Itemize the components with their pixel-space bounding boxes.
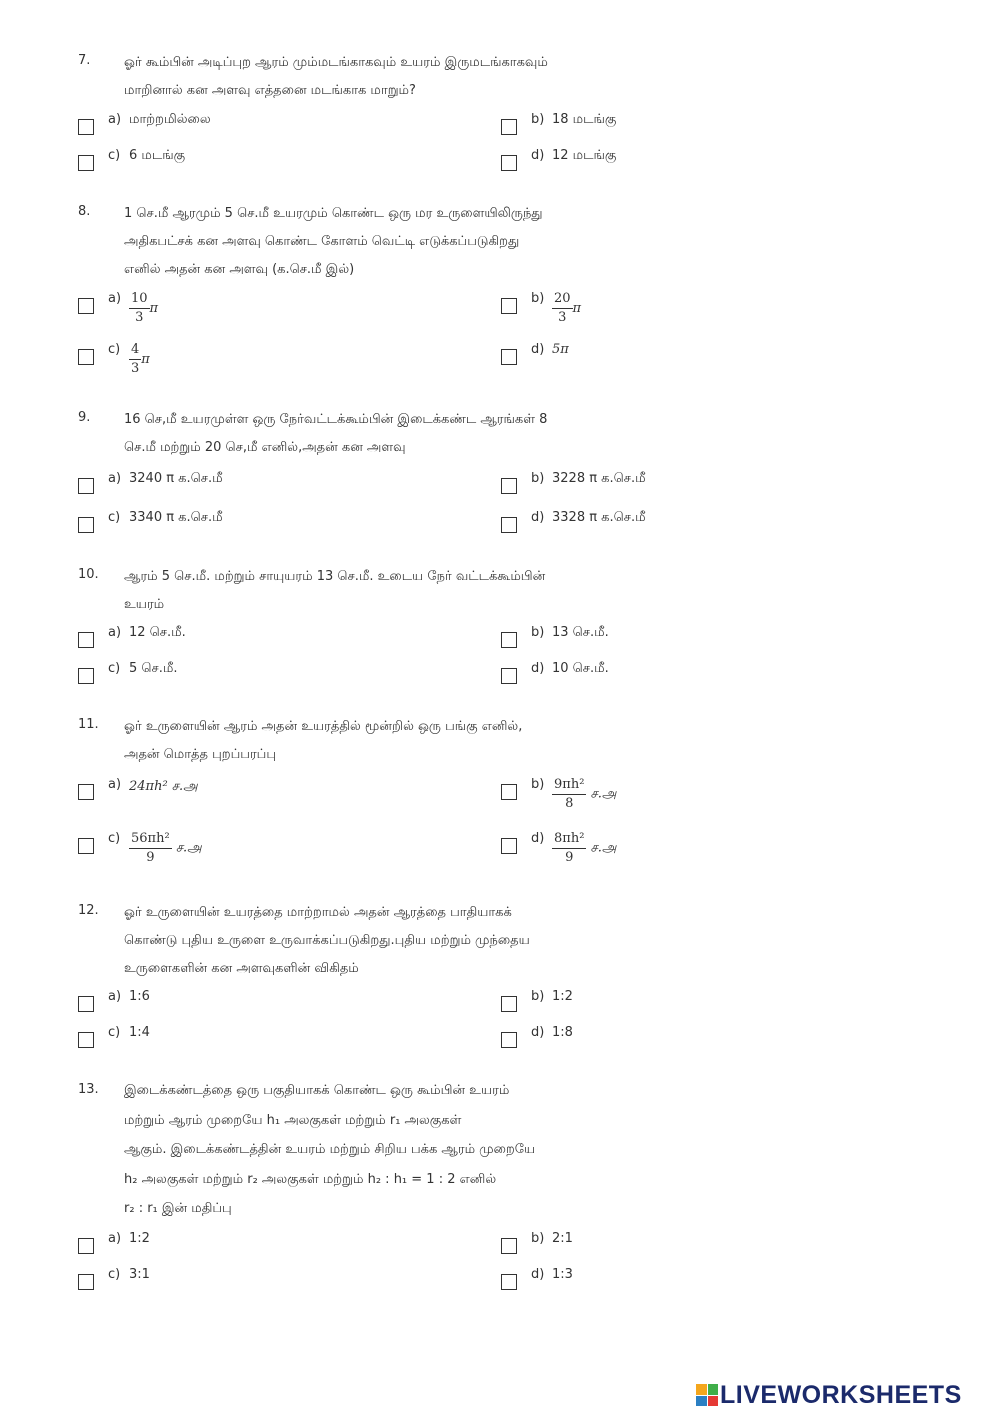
checkbox[interactable] <box>78 838 94 854</box>
checkbox[interactable] <box>78 155 94 171</box>
checkbox[interactable] <box>78 1274 94 1290</box>
question-text: 16 செ,மீ உயரமுள்ள ஒரு நேர்வட்டக்கூம்பின் இடைக்கண்ட ஆரங்கள் 8 செ.மீ மற்றும் 20 செ,மீ எனில்,அதன் கன அளவு <box>124 412 548 455</box>
question-text: ஓர் உருளையின் உயரத்தை மாற்றாமல் அதன் ஆரத்தை பாதியாகக் கொண்டு புதிய உருளை உருவாக்கப்படுகிறது.புதிய மற்றும் முந்தைய உருளைகளின் கன அளவுகளின் விகிதம் <box>124 905 530 976</box>
checkbox[interactable] <box>78 517 94 533</box>
checkbox[interactable] <box>501 119 517 135</box>
question-number: 8. <box>78 204 91 219</box>
checkbox[interactable] <box>501 517 517 533</box>
question-text: ஓர் கூம்பின் அடிப்புற ஆரம் மும்மடங்காகவும் உயரம் இருமடங்காகவும் மாறினால் கன அளவு எத்தனை மடங்காக மாறும்? <box>124 55 548 98</box>
question-number: 11. <box>78 717 99 732</box>
checkbox[interactable] <box>78 1238 94 1254</box>
logo-text: LIVEWORKSHEETS <box>720 1380 962 1409</box>
checkbox[interactable] <box>501 668 517 684</box>
question-number: 10. <box>78 567 99 582</box>
checkbox[interactable] <box>78 478 94 494</box>
fraction: $\frac{\text{8πh²}}{9}$ <box>554 831 585 865</box>
checkbox[interactable] <box>501 298 517 314</box>
question-text: 1 செ.மீ ஆரமும் 5 செ.மீ உயரமும் கொண்ட ஒரு மர உருளையிலிருந்து அதிகபட்சக் கன அளவு கொண்ட கோளம் வெட்டி எடுக்கப்படுகிறது எனில் அதன் கன அளவு (க.செ.மீ இல்) <box>124 206 543 277</box>
checkbox[interactable] <box>78 349 94 365</box>
question-text: ஓர் உருளையின் ஆரம் அதன் உயரத்தில் மூன்றில் ஒரு பங்கு எனில், அதன் மொத்த புறப்பரப்பு <box>124 719 523 762</box>
checkbox[interactable] <box>501 349 517 365</box>
question-number: 13. <box>78 1082 99 1097</box>
checkbox[interactable] <box>78 784 94 800</box>
checkbox[interactable] <box>78 668 94 684</box>
checkbox[interactable] <box>501 1238 517 1254</box>
checkbox[interactable] <box>501 838 517 854</box>
checkbox[interactable] <box>78 298 94 314</box>
liveworksheets-logo[interactable] <box>696 1378 962 1412</box>
fraction: $\frac{4}{3}$ <box>131 342 140 376</box>
question-number: 7. <box>78 53 91 68</box>
question-number: 9. <box>78 410 91 425</box>
checkbox[interactable] <box>501 996 517 1012</box>
checkbox[interactable] <box>501 478 517 494</box>
logo-squares-icon <box>696 1384 718 1406</box>
fraction: $\frac{\text{56πh²}}{9}$ <box>131 831 170 865</box>
checkbox[interactable] <box>501 1274 517 1290</box>
fraction: $\frac{20}{3}$ <box>554 291 571 325</box>
checkbox[interactable] <box>501 784 517 800</box>
question-number: 12. <box>78 903 99 918</box>
fraction: $\frac{\text{9πh²}}{8}$ <box>554 777 585 811</box>
checkbox[interactable] <box>78 632 94 648</box>
question-text: ஆரம் 5 செ.மீ. மற்றும் சாயுயரம் 13 செ.மீ. உடைய நேர் வட்டக்கூம்பின் உயரம் <box>124 569 546 612</box>
question-text: இடைக்கண்டத்தை ஒரு பகுதியாகக் கொண்ட ஒரு கூம்பின் உயரம் மற்றும் ஆரம் முறையே h₁ அலகுகள் மற்றும் r₁ அலகுகள் ஆகும். இடைக்கண்டத்தின் உயரம் மற்றும் சிறிய பக்க ஆரம் முறையே h₂ அலகுகள் மற்றும் r₂ அலகுகள் மற்றும் h₂ : h₁ = 1 : 2 எனில் r₂ : r₁ இன் மதிப்பு <box>124 1083 536 1216</box>
fraction: $\frac{10}{3}$ <box>131 291 148 325</box>
checkbox[interactable] <box>501 1032 517 1048</box>
checkbox[interactable] <box>501 632 517 648</box>
checkbox[interactable] <box>78 996 94 1012</box>
checkbox[interactable] <box>501 155 517 171</box>
checkbox[interactable] <box>78 119 94 135</box>
checkbox[interactable] <box>78 1032 94 1048</box>
